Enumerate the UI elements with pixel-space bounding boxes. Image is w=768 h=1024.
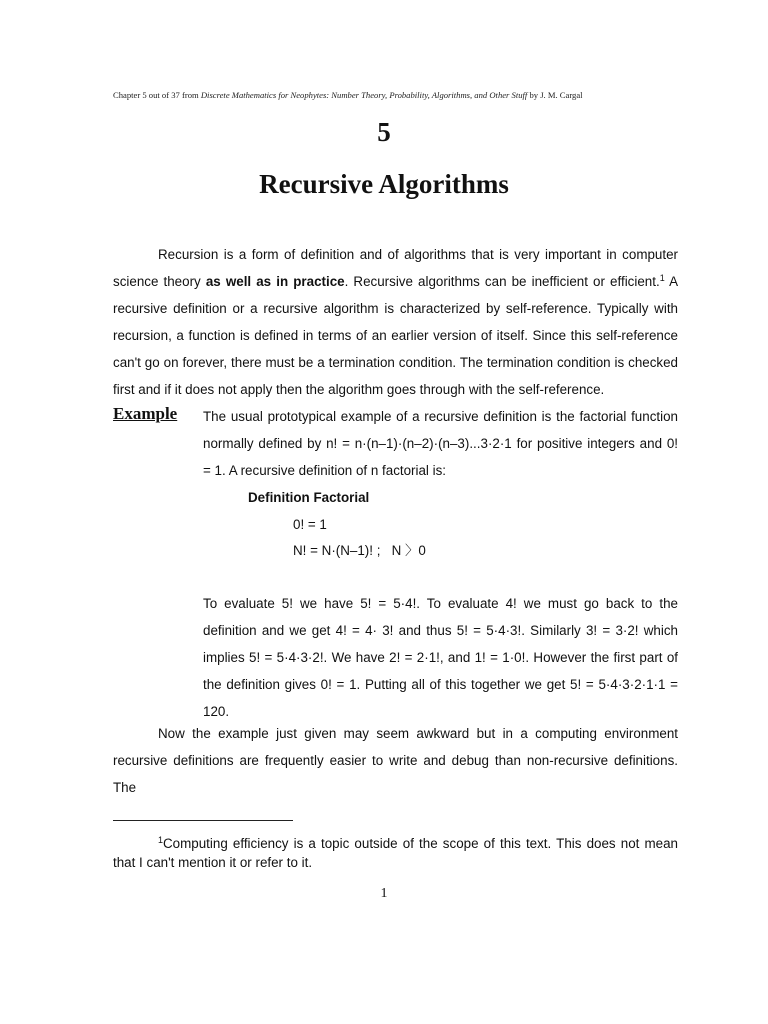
footnote-divider	[113, 820, 293, 821]
example-label: Example	[113, 404, 178, 423]
definition-base-case: 0! = 1	[293, 517, 327, 532]
continuation-paragraph: Now the example just given may seem awkward but in a computing environment recursive definitions are frequently easier to write and debug than non-recursive definitions. The	[113, 726, 678, 795]
footnote-reference: 1	[659, 273, 665, 283]
page-number: 1	[380, 886, 388, 901]
running-header	[113, 90, 673, 100]
chapter-number: 5	[377, 117, 391, 147]
footnote-text: Computing efficiency is a topic outside of the scope of this text. This does not mean that I can't mention it or refer to it.	[113, 836, 678, 870]
intro-text-2: . Recursive algorithms can be inefficient or efficient.	[344, 274, 660, 289]
footnote	[113, 834, 678, 872]
intro-bold-phrase: as well as in practice	[205, 274, 345, 289]
footnote-marker: 1	[158, 835, 164, 845]
intro-text-3: A recursive definition or a recursive algorithm is characterized by self-reference. Typically with recursion, a function is defined in terms of an earlier version of itself. Since this self-reference can't go on forever, there must be a termination condition. The termination condition is checked first and if it does not apply then the algorithm goes through with the self-reference.	[113, 274, 678, 397]
chapter-title: Recursive Algorithms	[259, 169, 509, 199]
intro-paragraph	[113, 241, 678, 403]
intro-text-1: Recursion is a form of definition and of algorithms that is very important in computer science theory	[113, 247, 678, 289]
evaluation-paragraph: To evaluate 5! we have 5! = 5·4!. To evaluate 4! we must go back to the definition and we get 4! = 4· 3! and thus 5! = 5·4·3!. Similarly 3! = 3·2! which implies 5! = 5·4·3·2!. We have 2! = 2·1!, and 1! = 1·0!. However the first part of the definition gives 0! = 1. Putting all of this together we get 5! = 5·4·3·2·1·1 = 120.	[203, 596, 678, 719]
header-prefix: Chapter 5 out of 37 from	[113, 90, 201, 100]
example-text: The usual prototypical example of a recursive definition is the factorial function normally defined by n! = n·(n–1)·(n–2)·(n–3)...3·2·1 for positive integers and 0! = 1. A recursive definition of n factorial is:	[203, 409, 678, 478]
definition-recursive-case: N! = N·(N–1)! ; N 〉0	[293, 543, 426, 558]
definition-heading: Definition Factorial	[248, 490, 370, 505]
header-book-title: Discrete Mathematics for Neophytes: Number Theory, Probability, Algorithms, and Other Stuff	[200, 90, 528, 100]
header-byline: by J. M. Cargal	[527, 90, 583, 100]
